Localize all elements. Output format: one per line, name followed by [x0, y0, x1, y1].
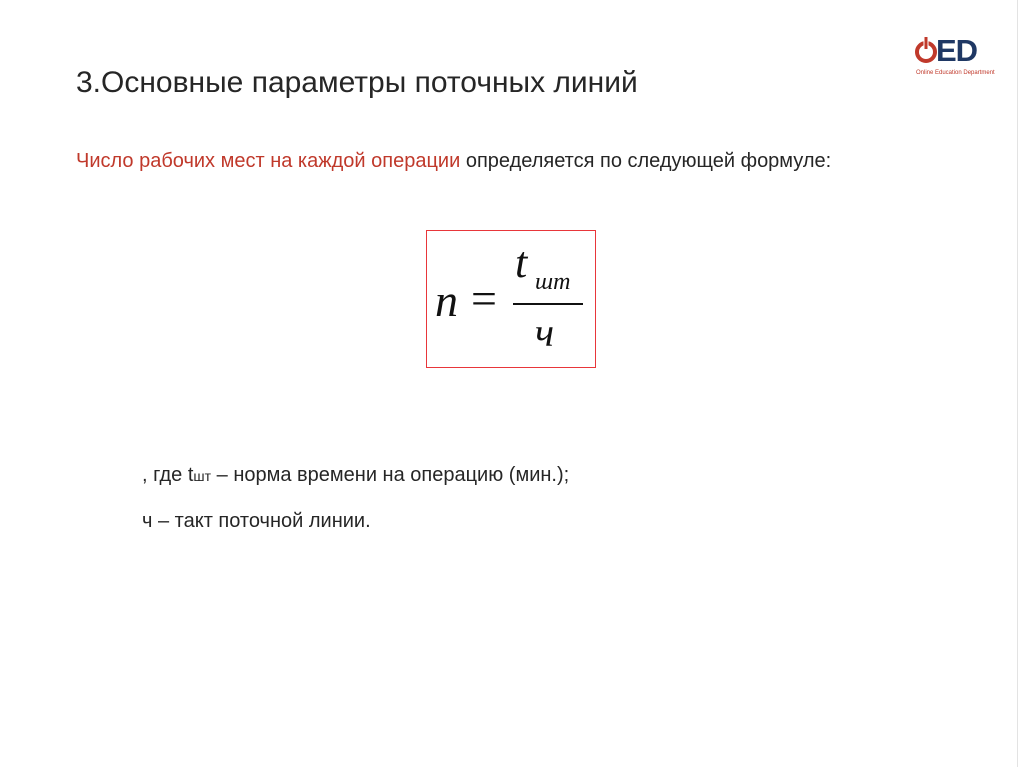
formula-equals: =: [471, 273, 497, 324]
formula-numerator-subscript: шт: [535, 269, 571, 295]
formula-denominator: ч: [535, 310, 555, 355]
definition-tsht-suffix: – норма времени на операцию (мин.);: [211, 464, 570, 486]
formula-lhs: n: [435, 275, 458, 326]
power-ring-icon: [914, 34, 938, 68]
definition-takt: ч – такт поточной линии.: [142, 510, 371, 532]
slide-edge: [1017, 0, 1018, 767]
definition-tsht-subscript: шт: [193, 468, 212, 484]
oed-logo: [914, 34, 1004, 84]
intro-rest: определяется по следующей формуле:: [460, 150, 832, 172]
intro-text: [76, 150, 831, 173]
formula-numerator: t: [515, 238, 528, 287]
formula-box: [426, 230, 596, 368]
logo-subtitle: Online Education Department: [916, 70, 995, 76]
definition-tsht: [142, 464, 569, 487]
intro-highlight: Число рабочих мест на каждой операции: [76, 150, 461, 172]
logo-letters: ED: [936, 33, 978, 68]
page-title: 3.Основные параметры поточных линий: [76, 66, 638, 99]
definition-tsht-prefix: , где t: [142, 464, 194, 486]
fraction-bar: [513, 303, 583, 305]
